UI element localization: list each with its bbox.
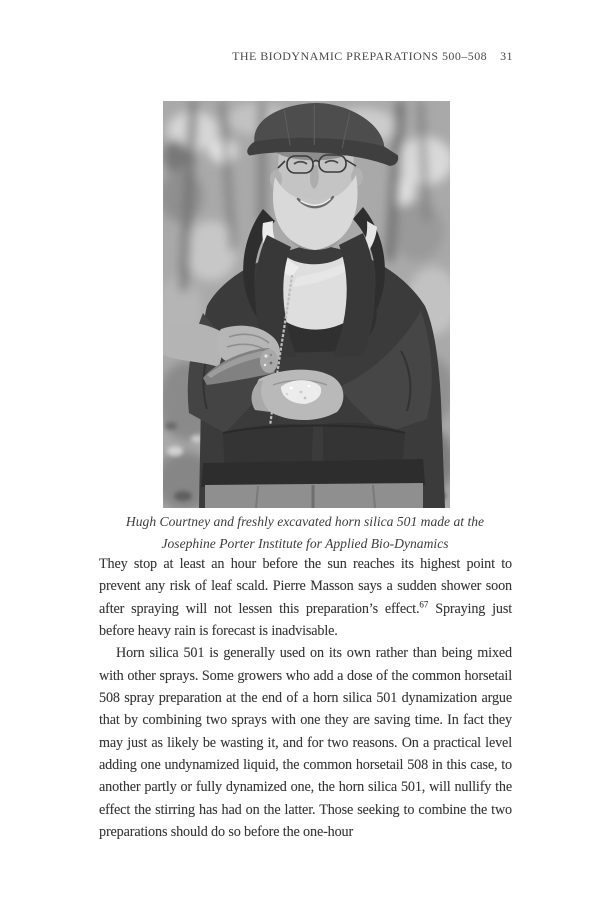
paragraph-1-text: They stop at least an hour before the sun reaches its highest point to prevent any risk of leaf scald. Pierre Masson says a sudden shower soon after spraying will not lessen this preparation’s effect.	[99, 556, 512, 617]
paragraph-1	[99, 553, 512, 642]
body-text	[99, 553, 512, 843]
page-number: 31	[500, 49, 513, 63]
caption-line-1: Hugh Courtney and freshly excavated horn silica 501 made at the	[125, 514, 485, 529]
caption-line-2: Josephine Porter Institute for Applied Bio-Dynamics	[161, 536, 449, 551]
photo-illustration	[163, 101, 450, 508]
paragraph-1-continuation: Spraying just before heavy rain is forecast is inadvisable.	[99, 600, 512, 640]
footnote-reference-67: 67	[419, 598, 429, 609]
figure-caption	[70, 511, 540, 555]
running-head	[99, 49, 513, 64]
paragraph-2: Horn silica 501 is generally used on its own rather than being mixed with other sprays. Some growers who add a dose of the common horsetail 508 spray preparation at the end of a horn silica 501 dynamization argue that by combining two sprays with one they are saving time. In fact they may just as likely be wasting it, and for two reasons. On a practical level adding one undynamized liquid, the common horsetail 508 in this case, to another partly or fully dynamized one, the horn silica 501, will nullify the effect the stirring has had on the latter. Those seeking to combine the two preparations should do so before the one-hour	[99, 645, 512, 841]
photo-hugh-courtney	[163, 101, 450, 508]
chapter-title: THE BIODYNAMIC PREPARATIONS 500–508	[232, 49, 488, 63]
